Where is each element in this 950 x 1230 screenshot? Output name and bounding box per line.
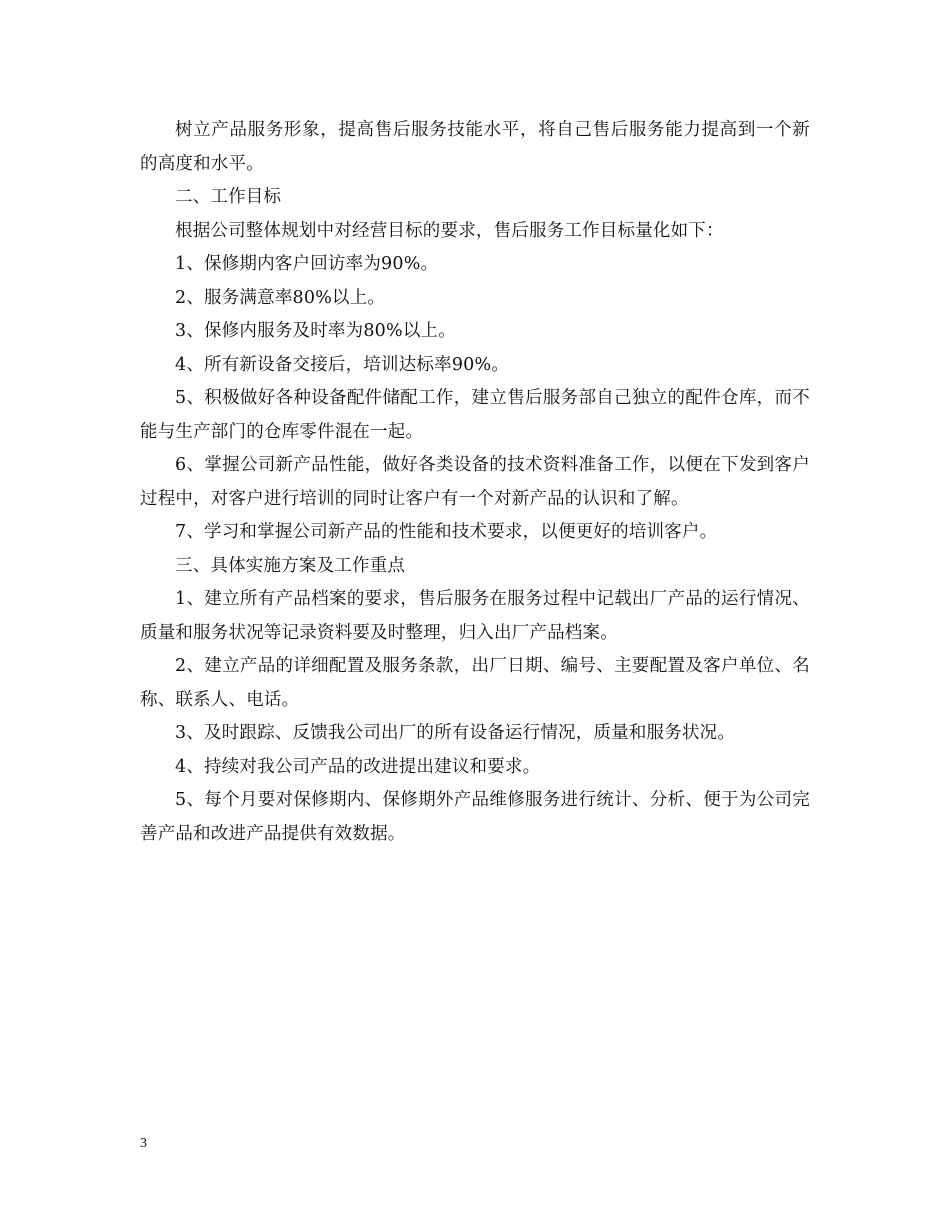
list-item: 4、所有新设备交接后，培训达标率90%。 [175, 354, 510, 375]
list-item: 6、掌握公司新产品性能，做好各类设备的技术资料准备工作，以便在下发到客户过程中，对客户进行培训的同时让客户有一个对新产品的认识和了解。 [140, 455, 810, 509]
list-item: 7、学习和掌握公司新产品的性能和技术要求，以便更好的培训客户。 [175, 522, 718, 542]
list-item: 3、及时跟踪、反馈我公司出厂的所有设备运行情况，质量和服务状况。 [175, 723, 736, 743]
list-item: 2、服务满意率80%以上。 [175, 287, 386, 308]
list-item: 4、持续对我公司产品的改进提出建议和要求。 [175, 756, 541, 777]
paragraph: 根据公司整体规划中对经营目标的要求，售后服务工作目标量化如下： [175, 220, 724, 241]
section-heading-goals: 二、工作目标 [175, 187, 282, 207]
list-item: 3、保修内服务及时率为80%以上。 [175, 321, 456, 341]
document-body [140, 114, 810, 851]
list-item: 5、积极做好各种设备配件储配工作，建立售后服务部自己独立的配件仓库，而不能与生产部门的仓库零件混在一起。 [140, 388, 810, 442]
list-item: 5、每个月要对保修期内、保修期外产品维修服务进行统计、分析、便于为公司完善产品和改进产品提供有效数据。 [140, 790, 810, 844]
list-item: 2、建立产品的详细配置及服务条款，出厂日期、编号、主要配置及客户单位、名称、联系人、电话。 [140, 656, 810, 710]
paragraph: 树立产品服务形象，提高售后服务技能水平，将自己售后服务能力提高到一个新的高度和水平。 [140, 120, 810, 174]
section-heading-plan: 三、具体实施方案及工作重点 [175, 555, 406, 576]
list-item: 1、保修期内客户回访率为90%。 [175, 254, 439, 274]
page-number: 3 [140, 1136, 147, 1151]
list-item: 1、建立所有产品档案的要求，售后服务在服务过程中记载出厂产品的运行情况、质量和服务状况等记录资料要及时整理，归入出厂产品档案。 [140, 589, 810, 643]
